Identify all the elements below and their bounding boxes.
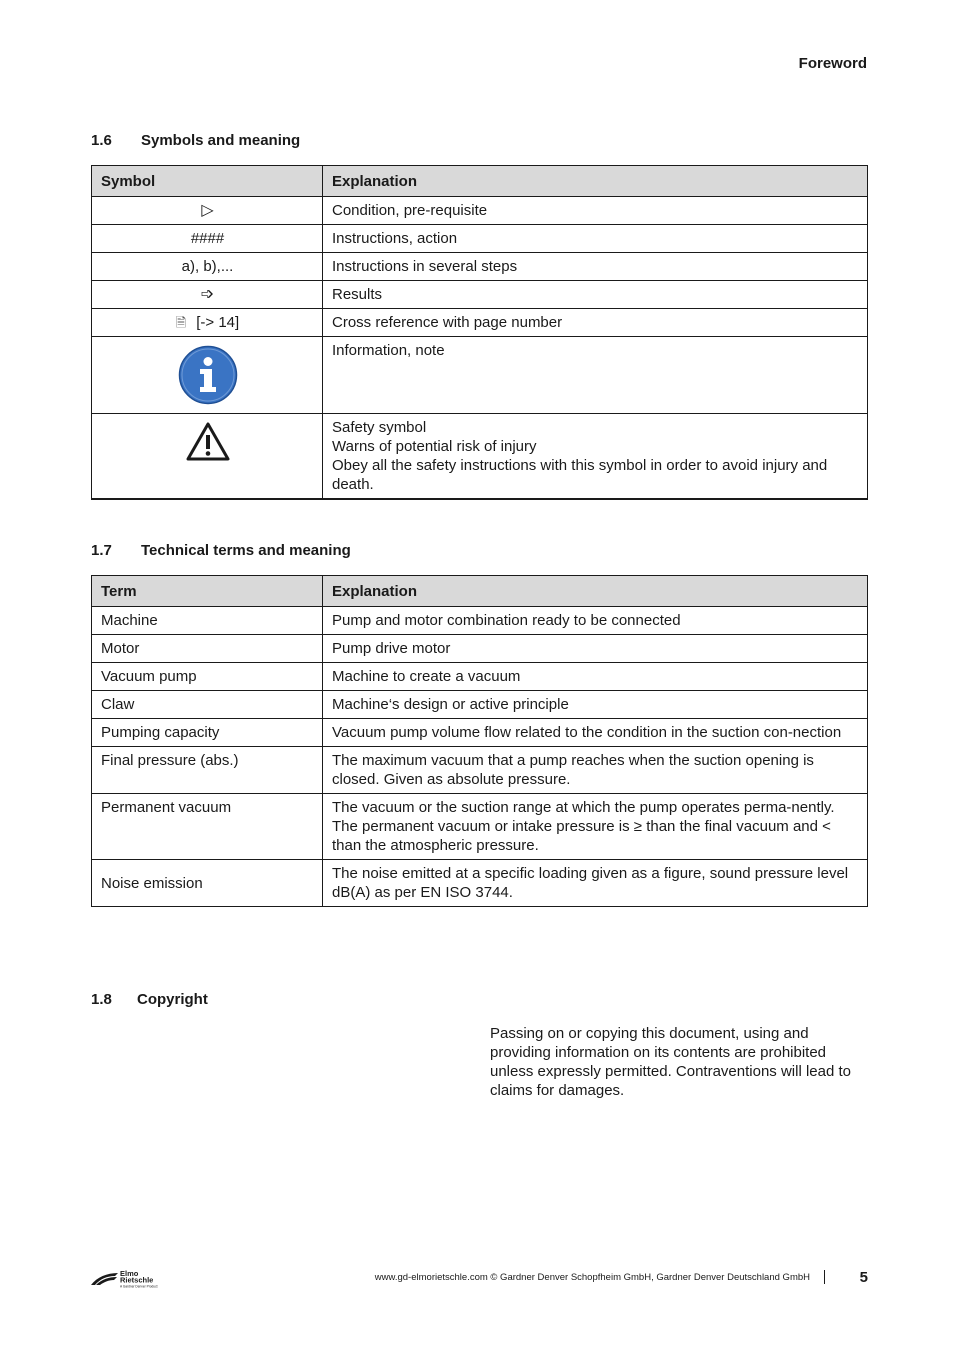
table-row <box>92 197 868 225</box>
explanation-cell: The noise emitted at a specific loading given as a figure, sound pressure level dB(A) as per EN ISO 3744. <box>323 860 868 907</box>
explanation-cell: Condition, pre-requisite <box>323 197 868 225</box>
symbol-cell <box>92 309 323 337</box>
explanation-cell: Instructions, action <box>323 225 868 253</box>
explanation-cell <box>323 414 868 500</box>
page-number: 5 <box>859 1269 868 1286</box>
explanation-cell: Machine to create a vacuum <box>323 663 868 691</box>
explanation-line: The permanent vacuum or intake pressure is ≥ than the final vacuum and < than the atmospheric pressure. <box>332 818 831 854</box>
terms-table <box>91 575 868 907</box>
table-row <box>92 635 868 663</box>
term-cell: Claw <box>92 691 323 719</box>
table-row <box>92 747 868 794</box>
explanation-cell: Information, note <box>323 337 868 414</box>
explanation-line: Obey all the safety instructions with this symbol in order to avoid injury and death. <box>332 457 828 493</box>
explanation-line: Safety symbol <box>332 419 427 436</box>
logo-tagline: A Gardner Denver Product <box>120 1284 158 1288</box>
elmo-rietschle-logo <box>91 1268 165 1293</box>
table-row <box>92 663 868 691</box>
logo-line1: Elmo <box>120 1269 139 1278</box>
table-row <box>92 607 868 635</box>
symbol-cell <box>92 281 323 309</box>
table-header-row <box>92 576 868 607</box>
cross-reference-label: [-> 14] <box>196 314 240 331</box>
term-cell: Machine <box>92 607 323 635</box>
section-title: Technical terms and meaning <box>141 542 351 559</box>
section-number: 1.7 <box>91 542 112 559</box>
footer-copyright-line <box>375 1272 810 1283</box>
triangle-outline-icon: ▷ <box>201 202 214 219</box>
column-header-explanation: Explanation <box>323 576 868 607</box>
column-header-term: Term <box>92 576 323 607</box>
term-cell: Vacuum pump <box>92 663 323 691</box>
explanation-cell <box>323 794 868 860</box>
table-row <box>92 253 868 281</box>
table-row <box>92 309 868 337</box>
copyright-paragraph: Passing on or copying this document, using and providing information on its contents are prohibited unless expressly permitted. Contraventions will lead to claims for damages. <box>490 1025 852 1099</box>
symbols-table <box>91 165 868 500</box>
section-number: 1.6 <box>91 132 112 149</box>
column-header-explanation: Explanation <box>323 166 868 197</box>
section-number: 1.8 <box>91 991 112 1008</box>
explanation-cell: Cross reference with page number <box>323 309 868 337</box>
warning-icon <box>101 422 314 462</box>
footer-url[interactable]: www.gd-elmorietschle.com <box>374 1272 488 1283</box>
footer-copyright: © Gardner Denver Schopfheim GmbH, Gardner Denver Deutschland GmbH <box>487 1272 810 1283</box>
section-heading-copyright <box>91 991 208 1008</box>
explanation-line: Warns of potential risk of injury <box>332 438 537 455</box>
table-row <box>92 719 868 747</box>
term-cell: Permanent vacuum <box>92 794 323 860</box>
info-icon <box>101 345 314 405</box>
symbol-cell <box>92 414 323 500</box>
explanation-cell: Instructions in several steps <box>323 253 868 281</box>
explanation-cell: Results <box>323 281 868 309</box>
section-title: Copyright <box>137 991 208 1008</box>
symbol-cell: #### <box>92 225 323 253</box>
explanation-cell: The maximum vacuum that a pump reaches when the suction opening is closed. Given as absolute pressure. <box>323 747 868 794</box>
symbol-cell <box>92 337 323 414</box>
page-footer <box>0 1266 954 1290</box>
document-icon: 🗎 <box>175 315 187 330</box>
term-cell: Motor <box>92 635 323 663</box>
explanation-cell: Machine‘s design or active principle <box>323 691 868 719</box>
explanation-cell: Pump and motor combination ready to be connected <box>323 607 868 635</box>
table-row <box>92 860 868 907</box>
table-row <box>92 337 868 414</box>
explanation-line: The vacuum or the suction range at which the pump operates perma-nently. <box>332 799 835 816</box>
table-row <box>92 691 868 719</box>
column-header-symbol: Symbol <box>92 166 323 197</box>
logo-line2: Rietschle <box>120 1275 154 1285</box>
table-row <box>92 281 868 309</box>
section-heading-terms <box>91 542 351 559</box>
page-header-title: Foreword <box>798 55 867 72</box>
table-row <box>92 414 868 500</box>
arrow-right-icon: ➩ <box>200 286 215 303</box>
term-cell: Pumping capacity <box>92 719 323 747</box>
symbol-cell <box>92 197 323 225</box>
table-header-row <box>92 166 868 197</box>
explanation-cell: Vacuum pump volume flow related to the condition in the suction con-nection <box>323 719 868 747</box>
table-row <box>92 794 868 860</box>
term-cell: Noise emission <box>92 860 323 907</box>
explanation-cell: Pump drive motor <box>323 635 868 663</box>
table-row <box>92 225 868 253</box>
term-cell: Final pressure (abs.) <box>92 747 323 794</box>
footer-divider <box>824 1270 825 1284</box>
symbol-cell: a), b),... <box>92 253 323 281</box>
section-title: Symbols and meaning <box>141 132 301 149</box>
section-heading-symbols <box>91 132 300 149</box>
